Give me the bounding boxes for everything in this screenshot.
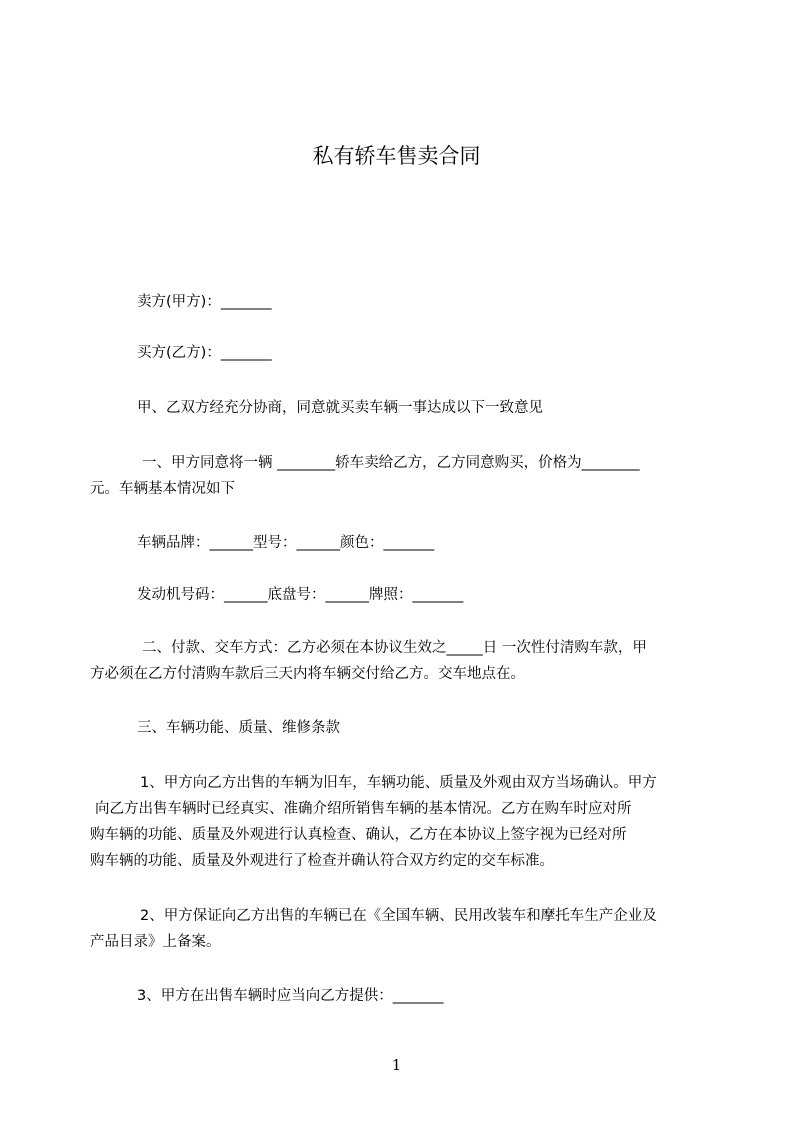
clause2-line-1: 二、付款、交车方式：乙方必须在本协议生效之_____日 一次性付清购车款，甲 xyxy=(142,640,647,656)
item1-line-3: 购车辆的功能、质量及外观进行认真检查、确认，乙方在本协议上签字视为已经对所 xyxy=(90,827,627,843)
clause2-line-2: 方必须在乙方付清购车款后三天内将车辆交付给乙方。交车地点在。 xyxy=(90,666,525,682)
engine-info-line: 发动机号码：______底盘号：______牌照：_______ xyxy=(137,587,464,603)
item1-line-4: 购车辆的功能、质量及外观进行了检查并确认符合双方约定的交车标准。 xyxy=(90,853,554,869)
item1-line-1: 1、甲方向乙方出售的车辆为旧车，车辆功能、质量及外观由双方当场确认。甲方 xyxy=(140,775,657,791)
item2-line-2: 产品目录》上备案。 xyxy=(90,934,221,950)
page-number: 1 xyxy=(391,1056,402,1074)
item1-line-2: 向乙方出售车辆时已经真实、准确介绍所销售车辆的基本情况。乙方在购车时应对所 xyxy=(95,801,632,817)
seller-line: 卖方(甲方)：_______ xyxy=(137,294,272,310)
buyer-line: 买方(乙方)：_______ xyxy=(137,345,272,361)
document-title: 私有轿车售卖合同 xyxy=(312,144,481,168)
item3-line: 3、甲方在出售车辆时应当向乙方提供：_______ xyxy=(137,988,444,1004)
clause1-line-2: 元。车辆基本情况如下 xyxy=(90,481,235,497)
vehicle-info-line: 车辆品牌：______型号：______颜色：_______ xyxy=(137,535,435,551)
clause1-line-1: 一、甲方同意将一辆 ________轿车卖给乙方，乙方同意购买，价格为________ xyxy=(142,455,640,471)
intro-paragraph: 甲、乙双方经充分协商，同意就买卖车辆一事达成以下一致意见 xyxy=(137,400,543,416)
item2-line-1: 2、甲方保证向乙方出售的车辆已在《全国车辆、民用改装车和摩托车生产企业及 xyxy=(140,908,657,924)
clause3-heading: 三、车辆功能、质量、维修条款 xyxy=(137,720,340,736)
